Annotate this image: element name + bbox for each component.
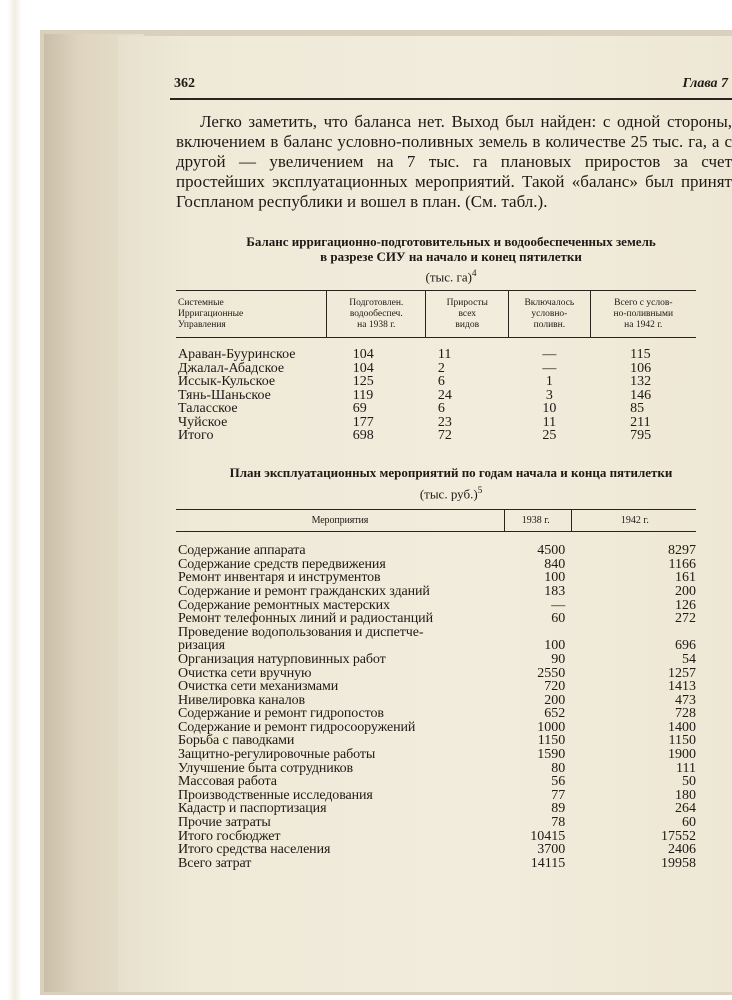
table-cell: 698 (352, 428, 374, 444)
table-cell: 106 (630, 360, 652, 376)
table-cell: 24 (437, 387, 452, 403)
table-cell: 11 (437, 347, 452, 363)
table-cell: 8297 (668, 543, 696, 559)
table-row (176, 416, 696, 430)
measure-name: Содержание ремонтных мастерских (178, 597, 390, 613)
table-cell: 1150 (668, 733, 696, 749)
table-cell: 2550 (537, 665, 566, 681)
table-cell: 25 (542, 428, 557, 444)
irrigation-balance-table (176, 290, 696, 443)
measure-name: Улучшение быта сотрудников (178, 760, 354, 776)
table-cell: — (542, 347, 557, 363)
table-row (176, 843, 696, 857)
table-cell: 720 (544, 679, 566, 695)
table-cell: 161 (675, 570, 696, 586)
t2-header-cell: 1942 г. (571, 510, 696, 532)
table-cell: 104 (352, 360, 374, 376)
table-cell: 115 (630, 347, 651, 363)
table-cell: 100 (544, 570, 566, 586)
table-cell: 1257 (668, 665, 696, 681)
table-row (176, 571, 696, 585)
page-content (170, 76, 732, 870)
table-cell: 211 (630, 414, 651, 430)
table-row (176, 375, 696, 389)
running-head (170, 76, 732, 104)
table-cell: 1900 (668, 747, 696, 763)
table-row (176, 707, 696, 721)
table-cell: 60 (682, 815, 696, 831)
table-cell: 104 (352, 347, 374, 363)
measure-name: Производственные исследования (178, 787, 373, 803)
table-cell: 1590 (537, 747, 566, 763)
table-row (176, 612, 696, 626)
table-cell: 795 (630, 428, 652, 444)
table-row (176, 857, 696, 871)
table2-units-text: (тыс. руб.) (419, 486, 478, 502)
t1-header-cell: Системные Ирригационные Управления (176, 291, 327, 338)
t1-header-cell: Приросты всех видов (426, 291, 509, 338)
measure-name: Массовая работа (178, 774, 277, 790)
irrigation-unit-name: Итого (178, 428, 214, 444)
table-cell: 1 (545, 374, 553, 390)
table-cell: 78 (551, 815, 566, 831)
measure-name: Содержание аппарата (178, 543, 306, 559)
table-cell: 19958 (661, 855, 696, 871)
measure-name: Кадастр и паспортизация (178, 801, 327, 817)
table-cell: 80 (551, 760, 566, 776)
table-cell: 473 (675, 692, 696, 708)
table-cell: 180 (675, 787, 696, 803)
book-page (118, 36, 732, 992)
table1-units (170, 266, 732, 284)
table-row (176, 558, 696, 572)
table-row (176, 802, 696, 816)
measure-name: Ремонт телефонных линий и радиостанций (178, 611, 433, 627)
table1-footnote-ref: 4 (471, 268, 477, 278)
t1-header-cell: Включалось условно- поливн. (509, 291, 590, 338)
t1-header-cell: Подготовлен. водообеспеч. на 1938 г. (327, 291, 426, 338)
irrigation-unit-name: Джалал-Абадское (178, 360, 285, 376)
measure-name: Проведение водопользования и диспетче- ризация (178, 624, 424, 654)
table-cell: 126 (675, 597, 696, 613)
table-row (176, 748, 696, 762)
table-row (176, 653, 696, 667)
table-cell: 90 (551, 651, 566, 667)
table-cell: 3700 (537, 842, 566, 858)
table-cell: 14115 (530, 855, 566, 871)
table-cell: 77 (551, 787, 566, 803)
table-cell: 4500 (537, 543, 566, 559)
measure-name: Содержание средств передвижения (178, 556, 386, 572)
measure-name: Нивелировка каналов (178, 692, 306, 708)
t2-header-cell: 1938 г. (504, 510, 571, 532)
table2-units (170, 483, 732, 501)
header-rule (170, 98, 732, 100)
table-row (176, 402, 696, 416)
measure-name: Итого средства населения (178, 842, 331, 858)
irrigation-unit-name: Иссык-Кульское (178, 374, 276, 390)
table-cell: 1413 (668, 679, 696, 695)
table-cell: 56 (551, 774, 566, 790)
table-row (176, 585, 696, 599)
table-cell: 652 (544, 706, 566, 722)
table-row (176, 816, 696, 830)
table-cell: 1000 (537, 719, 566, 735)
table-cell: 728 (675, 706, 696, 722)
table-row (176, 721, 696, 735)
measure-name: Защитно-регулировочные работы (178, 747, 376, 763)
irrigation-unit-name: Таласское (178, 401, 238, 417)
table-cell: 272 (675, 611, 696, 627)
measure-name: Очистка сети механизмами (178, 679, 339, 695)
table-cell: 69 (352, 401, 367, 417)
table-cell: 17552 (661, 828, 696, 844)
table-cell: 23 (437, 414, 452, 430)
table-cell: — (542, 360, 557, 376)
table-row (176, 775, 696, 789)
body-paragraph: Легко заметить, что баланса нет. Выход был найден: с одной стороны, включением в баланс условно-поливных земель в количестве 25 тыс. га, а с другой — увеличением на 7 тыс. га плановых приростов за счет простейших эксплуатационных мероприятий. Такой «баланс» был принят Госпланом республики и вошел в план. (См. табл.). (176, 112, 732, 211)
table-cell: 50 (682, 774, 696, 790)
table-cell: 11 (542, 414, 557, 430)
irrigation-unit-name: Араван-Бууринское (178, 347, 296, 363)
table-row (176, 626, 696, 653)
measure-name: Ремонт инвентаря и инструментов (178, 570, 381, 586)
table-cell: 696 (675, 638, 696, 654)
table-cell: 111 (676, 760, 696, 776)
measure-name: Итого госбюджет (178, 828, 281, 844)
table-cell: — (551, 597, 566, 613)
table-cell: 60 (551, 611, 566, 627)
measure-name: Организация натурповинных работ (178, 651, 386, 667)
table-row (176, 694, 696, 708)
table2-header-row (176, 510, 696, 532)
table-cell: 132 (630, 374, 652, 390)
table-row (176, 734, 696, 748)
table-cell: 183 (544, 583, 566, 599)
measure-name: Содержание и ремонт гидропостов (178, 706, 384, 722)
table-row (176, 429, 696, 443)
table-cell: 125 (352, 374, 374, 390)
table-cell: 840 (544, 556, 566, 572)
table-row (176, 532, 696, 558)
table-row (176, 362, 696, 376)
irrigation-unit-name: Чуйское (178, 414, 228, 430)
table-cell: 89 (551, 801, 566, 817)
table-cell: 264 (675, 801, 696, 817)
table-cell: 146 (630, 387, 652, 403)
table-cell: 200 (675, 583, 696, 599)
table-row (176, 830, 696, 844)
table-row (176, 667, 696, 681)
measure-name: Содержание и ремонт гражданских зданий (178, 583, 430, 599)
measure-name: Прочие затраты (178, 815, 271, 831)
table-cell: 119 (352, 387, 374, 403)
table1-units-text: (тыс. га) (425, 269, 472, 285)
table-cell: 85 (630, 401, 645, 417)
table-cell: 2 (437, 360, 445, 376)
table-cell: 100 (544, 638, 566, 654)
measure-name: Очистка сети вручную (178, 665, 312, 681)
table-cell: 1400 (668, 719, 696, 735)
running-title: Глава 7 (682, 76, 728, 91)
table-cell: 6 (437, 374, 445, 390)
table-cell: 54 (682, 651, 696, 667)
table-cell: 3 (545, 387, 553, 403)
table2-caption: План эксплуатационных мероприятий по годам начала и конца пятилетки (229, 464, 673, 480)
table-row (176, 389, 696, 403)
table2-footnote-ref: 5 (477, 484, 483, 495)
table-cell: 10415 (530, 828, 566, 844)
table1-header-row (176, 291, 696, 338)
table1-caption: Баланс ирригационно-подготовительных и водообеспеченных земель в разрезе СИУ на начало и конец пятилетки (246, 234, 656, 264)
maintenance-plan-table (176, 509, 696, 870)
t1-header-cell: Всего с услов- но-поливными на 1942 г. (590, 291, 696, 338)
table-cell: 1150 (537, 733, 566, 749)
table-cell: 2406 (668, 842, 696, 858)
table-cell: 10 (542, 401, 557, 417)
table-cell: 1166 (668, 556, 696, 572)
table-cell: 6 (437, 401, 445, 417)
table-cell: 177 (352, 414, 374, 430)
table-row (176, 338, 696, 362)
table-cell: 72 (437, 428, 452, 444)
table-row (176, 680, 696, 694)
measure-name: Всего затрат (178, 855, 252, 871)
irrigation-unit-name: Тянь-Шаньское (178, 387, 271, 403)
measure-name: Борьба с паводками (178, 733, 295, 749)
table-row (176, 789, 696, 803)
table-row (176, 762, 696, 776)
page-number: 362 (174, 76, 195, 91)
table-row (176, 599, 696, 613)
t2-header-cell: Мероприятия (176, 510, 504, 532)
measure-name: Содержание и ремонт гидросооружений (178, 719, 416, 735)
table-cell: 200 (544, 692, 566, 708)
